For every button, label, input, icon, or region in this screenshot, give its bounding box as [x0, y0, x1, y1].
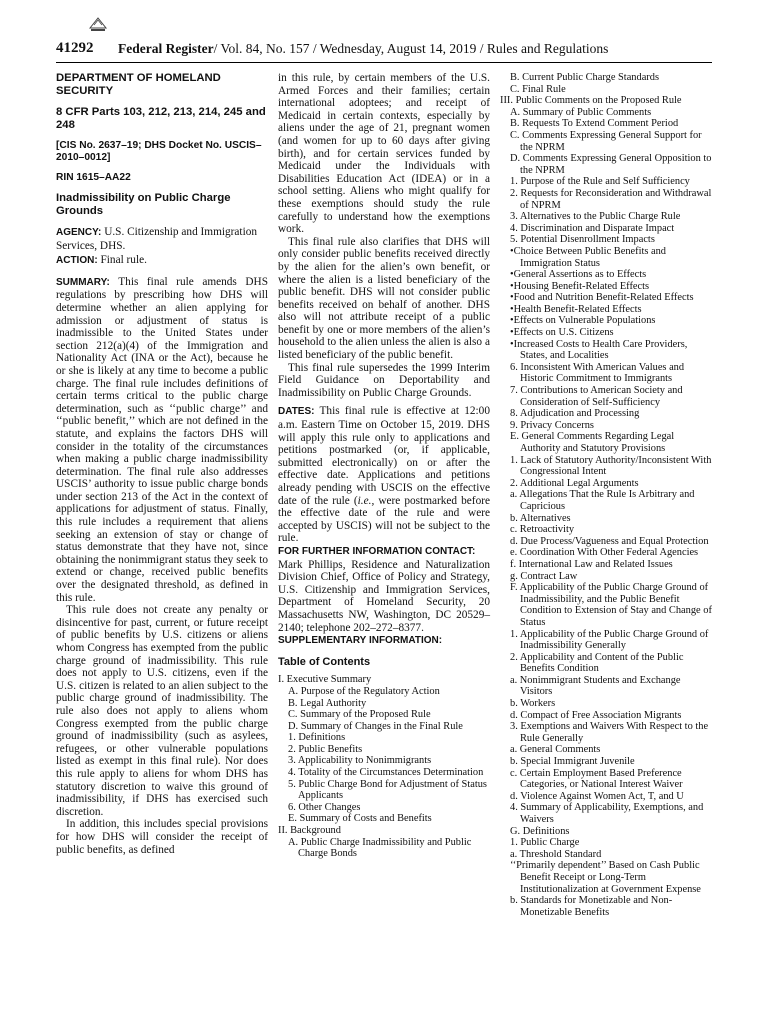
toc-entry: d. Due Process/Vagueness and Equal Protection [510, 535, 709, 547]
rin-number: RIN 1615–AA22 [56, 172, 131, 183]
column-3 [500, 72, 714, 918]
toc-entry: E. General Comments Regarding Legal Authority and Statutory Provisions [510, 431, 675, 454]
dates-text-a: This final rule is effective at 12:00 a.m. Eastern Time on October 15, 2019. DHS will apply this rule only to applications and petitions postmarked (or, if applicable, submitted electronically) on or after the effective date. Applications and petitions already pending with USCIS on the effective date of the rule ( [278, 405, 490, 507]
toc-entry: 1. Public Charge [510, 837, 580, 849]
toc-entry: 4. Totality of the Circumstances Determination [288, 767, 484, 779]
toc-entry: b. Special Immigrant Juvenile [510, 756, 635, 768]
toc-entry: B. Requests To Extend Comment Period [510, 118, 679, 130]
toc-entry: d. Violence Against Women Act, T, and U [510, 790, 684, 802]
toc-entry: b. Alternatives [510, 512, 571, 524]
action-value: Final rule. [100, 254, 147, 267]
toc-entry: c. Retroactivity [510, 524, 575, 536]
dates-text-b: were postmarked before the effective date of the rule and were accepted by USCIS) will not be subject to the rule. [278, 494, 490, 545]
toc-entry: • Housing Benefit-Related Effects [500, 281, 714, 293]
header-rule [56, 62, 712, 63]
toc-entry: g. Contract Law [510, 570, 578, 582]
dates-paragraph [278, 405, 490, 545]
toc-entry: b. Standards for Monetizable and Non-Monetizable Benefits [510, 895, 673, 918]
column-1 [56, 72, 268, 856]
dates-label: DATES: [278, 406, 315, 418]
toc-entry: 3. Alternatives to the Public Charge Rule [510, 211, 681, 223]
toc-entry: • Effects on U.S. Citizens [500, 327, 714, 339]
supersedes-paragraph: This final rule supersedes the 1999 Interim Field Guidance on Deportability and Inadmissibility on Public Charge Grounds. [278, 361, 490, 399]
supplementary-paragraph [278, 634, 490, 648]
toc-entry: 3. Exemptions and Waivers With Respect to the Rule Generally [510, 721, 709, 744]
supplementary-label: SUPPLEMENTARY INFORMATION: [278, 635, 443, 647]
summary-paragraph-3: In addition, this includes special provisions for how DHS will consider the receipt of public benefits, as defined [56, 818, 268, 856]
toc-entry: B. Legal Authority [288, 697, 367, 709]
toc-entry: • Increased Costs to Health Care Providers, States, and Localities [500, 339, 714, 362]
toc-entry: C. Comments Expressing General Support for the NPRM [510, 129, 702, 153]
summary-paragraph-2: This rule does not create any penalty or disincentive for past, current, or future receipt of public benefits by U.S. citizens or aliens whom Congress has exempted from the public charge ground of inadmissibility. This rule does not apply to U.S. citizens, even if the U.S. citizen is related to an alien subject to the public charge ground of inadmissibility. The rule also does not apply to aliens whom Congress exempted from the public charge ground of inadmissibility (such as asylees, refugees, or other vulnerable populations listed as exempt in this final rule). Nor does this rule apply to aliens for whom DHS has statutory discretion to waive this ground of inadmissibility, if DHS has exercised such discretion. [56, 604, 268, 818]
toc-entry: 5. Public Charge Bond for Adjustment of Status Applicants [288, 778, 487, 802]
toc-entry: B. Current Public Charge Standards [510, 72, 660, 83]
toc-entry: • General Assertions as to Effects [500, 269, 714, 281]
toc-entry: A. Purpose of the Regulatory Action [288, 685, 440, 697]
toc-entry: 1. Purpose of the Rule and Self Sufficiency [510, 176, 690, 188]
toc-title: Table of Contents [278, 655, 371, 668]
toc-entry: F. Applicability of the Public Charge Ground of Inadmissibility, and the Public Benefit Condition to Extension of Stay and Change of Status [510, 582, 712, 628]
toc-entry: 4. Summary of Applicability, Exemptions, and Waivers [510, 802, 704, 825]
toc-entry: D. Comments Expressing General Opposition to the NPRM [510, 153, 712, 176]
toc-entry: a. Threshold Standard [510, 848, 602, 860]
toc-entry: 7. Contributions to American Society and Consideration of Self-Sufficiency [510, 385, 683, 408]
toc-entry: a. Nonimmigrant Students and Exchange Visitors [510, 674, 681, 698]
toc-list-column-3 [500, 72, 714, 918]
toc-entry: 6. Other Changes [288, 801, 361, 813]
toc-entry: 2. Applicability and Content of the Public Benefits Condition [510, 651, 684, 675]
toc-entry: A. Public Charge Inadmissibility and Public Charge Bonds [288, 836, 472, 860]
agency-line [56, 226, 268, 252]
toc-entry: C. Summary of the Proposed Rule [288, 709, 431, 721]
summary-paragraph-1 [56, 276, 268, 604]
summary-text-1: This final rule amends DHS regulations by prescribing how DHS will determine whether an alien applying for admission or adjustment of status is inadmissible to the United States under section 212(a)(4) of the Immigration and Nationality Act (INA or the Act), because he or she is likely at any time to become a public charge. The final rule includes definitions of certain terms critical to the public charge determination, such as ‘‘public charge’’ and ‘‘public benefit,’’ which are not defined in the statute, and explains the factors DHS will consider in the totality of the circumstances when making a public charge inadmissibility determination. The final rule also addresses USCIS’ authority to issue public charge bonds under section 213 of the Act in the context of applications for adjustment of status. Finally, this rule includes a requirement that aliens seeking an extension of stay or change of status demonstrate that they have not, since obtaining the nonimmigrant status they seek to extend or change, received public benefits over the designated threshold, as defined in this rule. [56, 275, 268, 604]
agency-value: U.S. Citizenship and Immigration Services, DHS. [56, 226, 258, 252]
summary-continued-paragraph: in this rule, by certain members of the U.S. Armed Forces and their families; certain international adoptees; and receipt of Medicaid in certain contexts, especially by aliens under the age of 21, pregnant women (and women for up to 60 days after giving birth), and for certain services funded by Medicaid under the Individuals with Disabilities Education Act (IDEA) or in a school setting. Aliens who might qualify for these exemptions should study the rule carefully to understand how the exemptions work. [278, 72, 490, 236]
toc-entry: • Choice Between Public Benefits and Immigration Status [500, 246, 714, 269]
toc-entry: 5. Potential Disenrollment Impacts [510, 234, 655, 246]
toc-entry: • Effects on Vulnerable Populations [500, 315, 714, 327]
toc-entry: 8. Adjudication and Processing [510, 408, 640, 420]
toc-entry: 1. Definitions [288, 732, 346, 744]
cfr-parts: 8 CFR Parts 103, 212, 213, 214, 245 and 248 [56, 106, 266, 131]
running-header [118, 41, 608, 57]
toc-entry: • Health Benefit-Related Effects [500, 304, 714, 316]
toc-entry: 2. Additional Legal Arguments [510, 477, 639, 489]
column-2 [278, 72, 490, 860]
dates-ie: i.e., [357, 494, 375, 507]
toc-entry: 6. Inconsistent With American Values and Historic Commitment to Immigrants [510, 361, 685, 385]
clarification-paragraph: This final rule also clarifies that DHS will only consider public benefits received directly by the alien for the alien’s own benefit, or where the alien is a listed beneficiary of the public benefit. DHS will not consider public benefits received on behalf of another. DHS also will not attribute receipt of a public benefit by one or more members of the alien’s household to the alien unless the alien is also a listed beneficiary of the public benefit. [278, 235, 490, 362]
toc-entry: a. Allegations That the Rule Is Arbitrary and Capricious [510, 489, 695, 512]
toc-entry: d. Compact of Free Association Migrants [510, 709, 682, 721]
toc-entry: c. Certain Employment Based Preference Categories, or National Interest Waiver [510, 767, 683, 791]
toc-entry: E. Summary of Costs and Benefits [288, 813, 432, 825]
docket-number: [CIS No. 2637–19; DHS Docket No. USCIS–2010–0012] [56, 140, 262, 163]
toc-entry: 4. Discrimination and Disparate Impact [510, 222, 675, 234]
toc-entry: f. International Law and Related Issues [510, 558, 673, 570]
toc-entry: e. Coordination With Other Federal Agencies [510, 547, 699, 559]
toc-entry: C. Final Rule [510, 83, 566, 95]
contact-text: Mark Phillips, Residence and Naturalization Division Chief, Office of Policy and Strategy, U.S. Citizenship and Immigration Services, Department of Homeland Security, 20 Massachusetts NW, Washington, DC 20529–2140; telephone 202–272–8377. [278, 558, 490, 634]
toc-entry: D. Summary of Changes in the Final Rule [288, 720, 463, 732]
toc-entry: 1. Applicability of the Public Charge Ground of Inadmissibility Generally [510, 628, 709, 652]
contact-label: FOR FURTHER INFORMATION CONTACT: [278, 545, 476, 557]
toc-entry: 1. Lack of Statutory Authority/Inconsistent With Congressional Intent [510, 454, 712, 478]
toc-entry: II. Background [278, 825, 341, 837]
agency-heading: DEPARTMENT OF HOMELAND SECURITY [56, 72, 221, 97]
action-label: ACTION: [56, 255, 98, 267]
contact-paragraph [278, 545, 490, 634]
issue-details: / Vol. 84, No. 157 / Wednesday, August 14, 2019 / Rules and Regulations [213, 41, 609, 56]
toc-list-column-2 [278, 674, 490, 860]
page-number: 41292 [56, 40, 94, 56]
toc-entry: 2. Public Benefits [288, 743, 363, 755]
toc-entry: • Food and Nutrition Benefit-Related Effects [500, 292, 714, 304]
toc-entry: b. Workers [510, 698, 556, 710]
toc-entry: ‘‘Primarily dependent’’ Based on Cash Public Benefit Receipt or Long-Term Institutionalization at Government Expense [510, 860, 701, 895]
agency-label: AGENCY: [56, 227, 102, 238]
gpo-authentication-seal-icon [86, 12, 110, 36]
action-line [56, 254, 268, 268]
toc-entry: 9. Privacy Concerns [510, 419, 594, 431]
toc-entry: A. Summary of Public Comments [510, 106, 652, 118]
toc-entry: 3. Applicability to Nonimmigrants [288, 755, 432, 767]
toc-entry: 2. Requests for Reconsideration and Withdrawal of NPRM [510, 187, 712, 211]
publication-name: Federal Register [118, 41, 214, 56]
toc-entry: G. Definitions [510, 825, 570, 837]
summary-label: SUMMARY: [56, 276, 110, 288]
toc-entry: I. Executive Summary [278, 674, 372, 686]
toc-entry: III. Public Comments on the Proposed Rule [500, 95, 682, 107]
rule-title: Inadmissibility on Public Charge Grounds [56, 192, 231, 217]
toc-entry: a. General Comments [510, 744, 601, 756]
